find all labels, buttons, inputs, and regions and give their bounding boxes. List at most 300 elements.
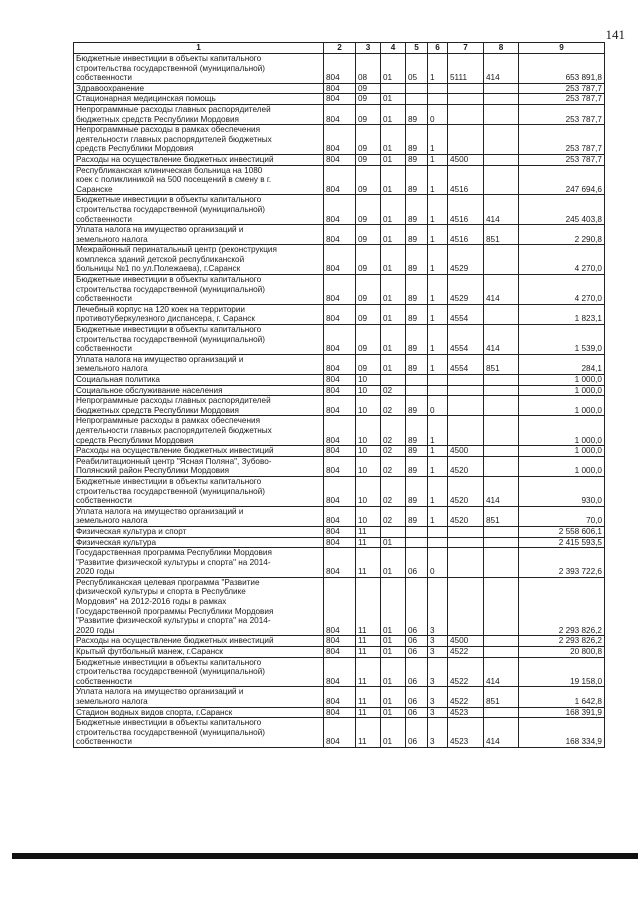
column-header: 5	[406, 43, 428, 54]
expense-type-code	[484, 647, 519, 658]
subsection-code: 01	[381, 245, 406, 275]
ministry-code: 804	[324, 476, 356, 506]
item-code	[448, 375, 484, 386]
expense-type-code	[484, 537, 519, 548]
item-code	[448, 396, 484, 416]
subprogram-code	[428, 526, 448, 537]
subprogram-code: 1	[428, 446, 448, 457]
column-header: 6	[428, 43, 448, 54]
ministry-code: 804	[324, 548, 356, 578]
subprogram-code: 3	[428, 657, 448, 687]
expense-type-code	[484, 577, 519, 636]
expense-type-code: 851	[484, 506, 519, 526]
subprogram-code: 1	[428, 125, 448, 155]
section-code: 10	[356, 476, 381, 506]
item-code: 4516	[448, 165, 484, 195]
row-name: Уплата налога на имущество организаций и земельного налога	[74, 506, 324, 526]
amount: 253 787,7	[519, 154, 605, 165]
item-code	[448, 385, 484, 396]
item-code: 4523	[448, 718, 484, 748]
expense-type-code: 414	[484, 275, 519, 305]
subsection-code: 01	[381, 165, 406, 195]
ministry-code: 804	[324, 54, 356, 84]
amount: 19 158,0	[519, 657, 605, 687]
ministry-code: 804	[324, 125, 356, 155]
subsection-code: 01	[381, 718, 406, 748]
amount: 253 787,7	[519, 104, 605, 124]
program-code: 06	[406, 657, 428, 687]
section-code: 11	[356, 687, 381, 707]
row-name: Межрайонный перинатальный центр (реконструкция комплекса зданий детской республиканской больницы №1 по ул.Полежаева), г.Саранск	[74, 245, 324, 275]
expense-type-code	[484, 125, 519, 155]
amount: 2 293 826,2	[519, 577, 605, 636]
subsection-code: 01	[381, 354, 406, 374]
program-code	[406, 94, 428, 105]
item-code: 4529	[448, 275, 484, 305]
subprogram-code: 1	[428, 165, 448, 195]
table-row	[74, 375, 605, 386]
program-code: 89	[406, 416, 428, 446]
amount: 70,0	[519, 506, 605, 526]
column-header: 1	[74, 43, 324, 54]
table-row	[74, 104, 605, 124]
section-code: 10	[356, 456, 381, 476]
subprogram-code: 1	[428, 304, 448, 324]
amount: 2 293 826,2	[519, 636, 605, 647]
program-code: 06	[406, 548, 428, 578]
section-code: 09	[356, 165, 381, 195]
subsection-code: 01	[381, 275, 406, 305]
expense-type-code	[484, 385, 519, 396]
subprogram-code: 3	[428, 687, 448, 707]
row-name: Социальное обслуживание населения	[74, 385, 324, 396]
expense-type-code: 851	[484, 225, 519, 245]
expense-type-code: 851	[484, 354, 519, 374]
row-name: Лечебный корпус на 120 коек на территории противотуберкулезного диспансера, г. Саранск	[74, 304, 324, 324]
section-code: 10	[356, 385, 381, 396]
row-name: Бюджетные инвестиции в объекты капитального строительства государственной (муниципальной) собственности	[74, 718, 324, 748]
program-code: 06	[406, 707, 428, 718]
ministry-code: 804	[324, 104, 356, 124]
item-code	[448, 416, 484, 446]
program-code: 89	[406, 304, 428, 324]
ministry-code: 804	[324, 537, 356, 548]
expense-type-code	[484, 245, 519, 275]
column-header: 9	[519, 43, 605, 54]
row-name: Непрограммные расходы главных распорядителей бюджетных средств Республики Мордовия	[74, 104, 324, 124]
program-code	[406, 385, 428, 396]
table-row	[74, 154, 605, 165]
amount: 4 270,0	[519, 275, 605, 305]
row-name: Здравоохранение	[74, 83, 324, 94]
subsection-code: 02	[381, 446, 406, 457]
row-name: Бюджетные инвестиции в объекты капитального строительства государственной (муниципальной) собственности	[74, 476, 324, 506]
expense-type-code: 414	[484, 195, 519, 225]
expense-type-code	[484, 707, 519, 718]
row-name: Уплата налога на имущество организаций и земельного налога	[74, 354, 324, 374]
subsection-code: 01	[381, 577, 406, 636]
subprogram-code: 0	[428, 548, 448, 578]
expense-type-code	[484, 446, 519, 457]
item-code: 4522	[448, 657, 484, 687]
table-row	[74, 577, 605, 636]
item-code: 5111	[448, 54, 484, 84]
item-code: 4522	[448, 687, 484, 707]
table-row	[74, 325, 605, 355]
program-code: 89	[406, 275, 428, 305]
row-name: Расходы на осуществление бюджетных инвестиций	[74, 154, 324, 165]
subsection-code: 01	[381, 647, 406, 658]
expense-type-code: 414	[484, 325, 519, 355]
budget-table	[73, 42, 605, 748]
item-code	[448, 125, 484, 155]
program-code: 89	[406, 225, 428, 245]
section-code: 09	[356, 325, 381, 355]
program-code: 89	[406, 245, 428, 275]
expense-type-code	[484, 104, 519, 124]
item-code: 4500	[448, 154, 484, 165]
program-code: 89	[406, 446, 428, 457]
subsection-code: 01	[381, 325, 406, 355]
row-name: Республиканская клиническая больница на 1080 коек с поликлиникой на 500 посещений в смену в г. Саранске	[74, 165, 324, 195]
subsection-code: 02	[381, 506, 406, 526]
table-row	[74, 718, 605, 748]
item-code: 4522	[448, 647, 484, 658]
subsection-code: 01	[381, 687, 406, 707]
program-code: 89	[406, 456, 428, 476]
subsection-code: 02	[381, 476, 406, 506]
program-code	[406, 83, 428, 94]
section-code: 11	[356, 548, 381, 578]
section-code: 09	[356, 104, 381, 124]
section-code: 11	[356, 577, 381, 636]
section-code: 09	[356, 304, 381, 324]
ministry-code: 804	[324, 154, 356, 165]
subprogram-code: 3	[428, 636, 448, 647]
row-name: Бюджетные инвестиции в объекты капитального строительства государственной (муниципальной) собственности	[74, 195, 324, 225]
program-code: 89	[406, 396, 428, 416]
expense-type-code	[484, 83, 519, 94]
ministry-code: 804	[324, 416, 356, 446]
item-code: 4529	[448, 245, 484, 275]
ministry-code: 804	[324, 94, 356, 105]
program-code: 89	[406, 104, 428, 124]
row-name: Бюджетные инвестиции в объекты капитального строительства государственной (муниципальной) собственности	[74, 275, 324, 305]
ministry-code: 804	[324, 195, 356, 225]
item-code: 4520	[448, 476, 484, 506]
column-header: 7	[448, 43, 484, 54]
table-row	[74, 245, 605, 275]
table-row	[74, 304, 605, 324]
ministry-code: 804	[324, 225, 356, 245]
section-code: 09	[356, 195, 381, 225]
expense-type-code	[484, 165, 519, 195]
page-number: 141	[605, 27, 625, 42]
item-code: 4500	[448, 446, 484, 457]
column-header: 4	[381, 43, 406, 54]
ministry-code: 804	[324, 396, 356, 416]
expense-type-code	[484, 416, 519, 446]
row-name: Бюджетные инвестиции в объекты капитального строительства государственной (муниципальной) собственности	[74, 54, 324, 84]
table-row	[74, 636, 605, 647]
subsection-code	[381, 375, 406, 386]
section-code: 09	[356, 94, 381, 105]
table-row	[74, 165, 605, 195]
subsection-code: 01	[381, 154, 406, 165]
table-row	[74, 456, 605, 476]
section-code: 09	[356, 125, 381, 155]
table-row	[74, 446, 605, 457]
subsection-code	[381, 83, 406, 94]
item-code	[448, 548, 484, 578]
expense-type-code	[484, 154, 519, 165]
subsection-code: 01	[381, 707, 406, 718]
program-code: 89	[406, 165, 428, 195]
ministry-code: 804	[324, 446, 356, 457]
subprogram-code	[428, 375, 448, 386]
item-code	[448, 83, 484, 94]
amount: 2 393 722,6	[519, 548, 605, 578]
column-header: 8	[484, 43, 519, 54]
section-code: 09	[356, 83, 381, 94]
amount: 930,0	[519, 476, 605, 506]
section-code: 09	[356, 154, 381, 165]
ministry-code: 804	[324, 375, 356, 386]
amount: 245 403,8	[519, 195, 605, 225]
amount: 168 334,9	[519, 718, 605, 748]
section-code: 09	[356, 354, 381, 374]
table-row	[74, 83, 605, 94]
section-code: 09	[356, 275, 381, 305]
ministry-code: 804	[324, 687, 356, 707]
ministry-code: 804	[324, 325, 356, 355]
table-row	[74, 476, 605, 506]
subsection-code: 01	[381, 657, 406, 687]
row-name: Расходы на осуществление бюджетных инвестиций	[74, 446, 324, 457]
item-code: 4500	[448, 636, 484, 647]
program-code: 89	[406, 154, 428, 165]
table-row	[74, 275, 605, 305]
table-row	[74, 687, 605, 707]
expense-type-code: 851	[484, 687, 519, 707]
program-code: 89	[406, 325, 428, 355]
program-code: 89	[406, 354, 428, 374]
amount: 2 290,8	[519, 225, 605, 245]
item-code	[448, 104, 484, 124]
row-name: Реабилитационный центр "Ясная Поляна", Зубово- Полянский район Республики Мордовия	[74, 456, 324, 476]
section-code: 10	[356, 416, 381, 446]
program-code: 89	[406, 125, 428, 155]
amount: 2 558 606,1	[519, 526, 605, 537]
program-code: 06	[406, 636, 428, 647]
table-row	[74, 195, 605, 225]
subprogram-code	[428, 385, 448, 396]
ministry-code: 804	[324, 577, 356, 636]
program-code: 05	[406, 54, 428, 84]
column-header: 2	[324, 43, 356, 54]
section-code: 11	[356, 707, 381, 718]
row-name: Уплата налога на имущество организаций и земельного налога	[74, 687, 324, 707]
expense-type-code	[484, 396, 519, 416]
subprogram-code: 1	[428, 275, 448, 305]
row-name: Непрограммные расходы главных распорядителей бюджетных средств Республики Мордовия	[74, 396, 324, 416]
amount: 4 270,0	[519, 245, 605, 275]
subsection-code: 02	[381, 396, 406, 416]
subsection-code: 01	[381, 94, 406, 105]
subsection-code: 01	[381, 537, 406, 548]
ministry-code: 804	[324, 456, 356, 476]
ministry-code: 804	[324, 636, 356, 647]
subprogram-code: 1	[428, 354, 448, 374]
subprogram-code: 1	[428, 506, 448, 526]
table-row	[74, 416, 605, 446]
amount: 1 000,0	[519, 446, 605, 457]
item-code: 4520	[448, 456, 484, 476]
subsection-code: 01	[381, 104, 406, 124]
header-row	[74, 43, 605, 54]
expense-type-code	[484, 456, 519, 476]
subsection-code: 02	[381, 416, 406, 446]
subprogram-code: 1	[428, 225, 448, 245]
program-code	[406, 537, 428, 548]
row-name: Бюджетные инвестиции в объекты капитального строительства государственной (муниципальной) собственности	[74, 325, 324, 355]
row-name: Физическая культура и спорт	[74, 526, 324, 537]
table-row	[74, 396, 605, 416]
ministry-code: 804	[324, 657, 356, 687]
subsection-code	[381, 526, 406, 537]
table-row	[74, 94, 605, 105]
amount: 168 391,9	[519, 707, 605, 718]
subprogram-code: 1	[428, 456, 448, 476]
ministry-code: 804	[324, 275, 356, 305]
amount: 1 000,0	[519, 456, 605, 476]
table-row	[74, 647, 605, 658]
expense-type-code: 414	[484, 54, 519, 84]
subprogram-code: 1	[428, 54, 448, 84]
amount: 1 823,1	[519, 304, 605, 324]
item-code: 4554	[448, 354, 484, 374]
table-row	[74, 657, 605, 687]
table-row	[74, 354, 605, 374]
row-name: Бюджетные инвестиции в объекты капитального строительства государственной (муниципальной) собственности	[74, 657, 324, 687]
subprogram-code: 3	[428, 577, 448, 636]
section-code: 08	[356, 54, 381, 84]
program-code: 89	[406, 506, 428, 526]
amount: 20 800,8	[519, 647, 605, 658]
subsection-code: 01	[381, 195, 406, 225]
ministry-code: 804	[324, 506, 356, 526]
amount: 253 787,7	[519, 94, 605, 105]
section-code: 09	[356, 245, 381, 275]
subsection-code: 02	[381, 385, 406, 396]
item-code	[448, 577, 484, 636]
program-code: 06	[406, 718, 428, 748]
program-code: 89	[406, 195, 428, 225]
section-code: 10	[356, 375, 381, 386]
program-code: 06	[406, 577, 428, 636]
section-code: 11	[356, 636, 381, 647]
section-code: 11	[356, 657, 381, 687]
ministry-code: 804	[324, 385, 356, 396]
expense-type-code	[484, 375, 519, 386]
section-code: 10	[356, 396, 381, 416]
amount: 2 415 593,5	[519, 537, 605, 548]
section-code: 10	[356, 506, 381, 526]
item-code: 4516	[448, 225, 484, 245]
section-code: 11	[356, 537, 381, 548]
bottom-rule	[12, 853, 638, 859]
subsection-code: 02	[381, 456, 406, 476]
subprogram-code	[428, 94, 448, 105]
subprogram-code: 3	[428, 718, 448, 748]
table-row	[74, 506, 605, 526]
amount: 653 891,8	[519, 54, 605, 84]
subprogram-code: 0	[428, 396, 448, 416]
row-name: Социальная политика	[74, 375, 324, 386]
row-name: Уплата налога на имущество организаций и земельного налога	[74, 225, 324, 245]
ministry-code: 804	[324, 707, 356, 718]
subprogram-code: 1	[428, 245, 448, 275]
program-code	[406, 375, 428, 386]
expense-type-code	[484, 304, 519, 324]
row-name: Непрограммные расходы в рамках обеспечения деятельности главных распорядителей бюджетных средств Республики Мордовия	[74, 416, 324, 446]
item-code	[448, 537, 484, 548]
section-code: 10	[356, 446, 381, 457]
column-header: 3	[356, 43, 381, 54]
amount: 1 539,0	[519, 325, 605, 355]
row-name: Непрограммные расходы в рамках обеспечения деятельности главных распорядителей бюджетных средств Республики Мордовия	[74, 125, 324, 155]
item-code	[448, 94, 484, 105]
table-body	[74, 54, 605, 748]
ministry-code: 804	[324, 718, 356, 748]
row-name: Физическая культура	[74, 537, 324, 548]
ministry-code: 804	[324, 83, 356, 94]
table-row	[74, 548, 605, 578]
table-row	[74, 385, 605, 396]
amount: 284,1	[519, 354, 605, 374]
subsection-code: 01	[381, 225, 406, 245]
subsection-code: 01	[381, 54, 406, 84]
row-name: Расходы на осуществление бюджетных инвестиций	[74, 636, 324, 647]
table-row	[74, 707, 605, 718]
section-code: 11	[356, 526, 381, 537]
amount: 1 000,0	[519, 416, 605, 446]
program-code: 89	[406, 476, 428, 506]
expense-type-code: 414	[484, 657, 519, 687]
item-code: 4554	[448, 304, 484, 324]
ministry-code: 804	[324, 165, 356, 195]
program-code: 06	[406, 687, 428, 707]
expense-type-code	[484, 94, 519, 105]
table-row	[74, 54, 605, 84]
expense-type-code: 414	[484, 476, 519, 506]
ministry-code: 804	[324, 245, 356, 275]
table-row	[74, 125, 605, 155]
row-name: Крытый футбольный манеж, г.Саранск	[74, 647, 324, 658]
ministry-code: 804	[324, 647, 356, 658]
subprogram-code: 1	[428, 154, 448, 165]
subprogram-code: 3	[428, 707, 448, 718]
ministry-code: 804	[324, 354, 356, 374]
amount: 1 000,0	[519, 375, 605, 386]
subsection-code: 01	[381, 304, 406, 324]
row-name: Республиканская целевая программа "Развитие физической культуры и спорта в Республике Мордовия" на 2012-2016 годы в рамках Государственной программы Республики Мордовия "Развитие физической культуры и спорта" на 2014- 2020 годы	[74, 577, 324, 636]
program-code: 06	[406, 647, 428, 658]
amount: 1 000,0	[519, 385, 605, 396]
row-name: Стационарная медицинская помощь	[74, 94, 324, 105]
expense-type-code	[484, 636, 519, 647]
item-code: 4523	[448, 707, 484, 718]
